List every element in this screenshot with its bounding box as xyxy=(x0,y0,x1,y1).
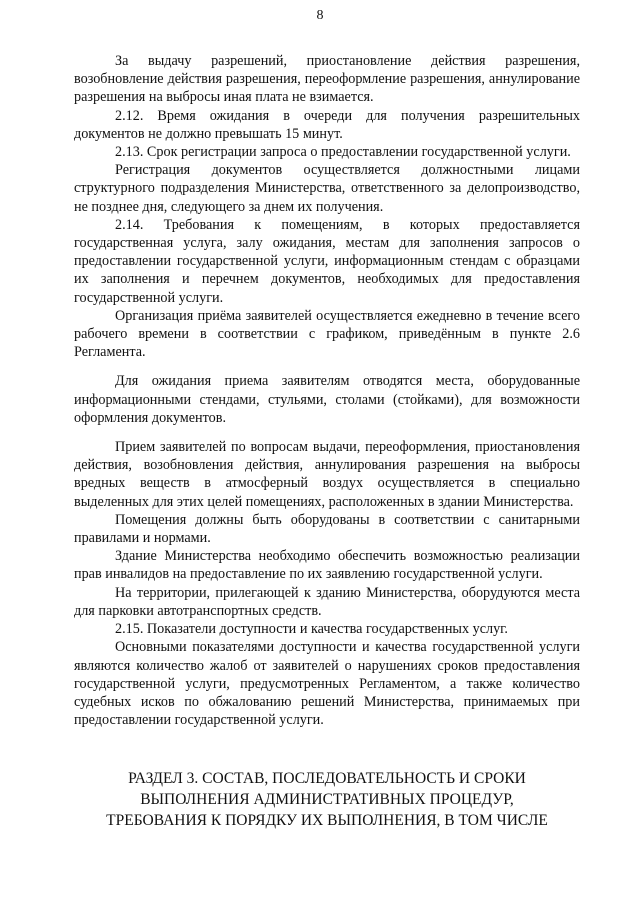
paragraph-quality-indicators: Основными показателями доступности и качества государственной услуги являются количество жалоб от заявителей о нарушениях сроков предоставления государственной услуги, предусмотренных Регламентом, а также количество судебных исков по обжалованию решений Министерства, принимаемых при предоставлении государственной услуги. xyxy=(74,639,580,729)
page-number: 8 xyxy=(316,8,324,23)
paragraph-disability-access: Здание Министерства необходимо обеспечить возможностью реализации прав инвалидов на предоставление по их заявлению государственной услуги. xyxy=(74,548,580,583)
paragraph-reception-schedule: Организация приёма заявителей осуществляется ежедневно в течение всего рабочего времени в соответствии с графиком, приведённым в пункте 2.6 Регламента. xyxy=(74,307,580,361)
section-title-line: РАЗДЕЛ 3. СОСТАВ, ПОСЛЕДОВАТЕЛЬНОСТЬ И СРОКИ xyxy=(128,770,526,787)
paragraph-reception-rooms: Прием заявителей по вопросам выдачи, переоформления, приостановления действия, возобновления действия, аннулирования разрешения на выбросы вредных веществ в атмосферный воздух осуществляется в специально выделенных для этих целей помещениях, расположенных в здании Министерства. xyxy=(74,439,580,510)
paragraph-2-14-premises: 2.14. Требования к помещениям, в которых предоставляется государственная услуга, залу ожидания, местам для заполнения запросов о предоставлении государственной услуги, информационным стендам с образцами их заполнения и перечнем документов, необходимых для предоставления государственной услуги. xyxy=(74,216,580,306)
paragraph-registration: Регистрация документов осуществляется должностными лицами структурного подразделения Министерства, ответственного за делопроизводство, не позднее дня, следующего за днем их получения. xyxy=(74,162,580,215)
section-title-line: ТРЕБОВАНИЯ К ПОРЯДКУ ИХ ВЫПОЛНЕНИЯ, В ТОМ ЧИСЛЕ xyxy=(106,812,548,829)
paragraph-waiting-places: Для ожидания приема заявителям отводятся места, оборудованные информационными стендами, стульями, столами (стойками), для возможности оформления документов. xyxy=(74,373,580,426)
paragraph-sanitary: Помещения должны быть оборудованы в соответствии с санитарными правилами и нормами. xyxy=(74,511,580,547)
section-3-title xyxy=(74,768,580,831)
paragraph-fee: За выдачу разрешений, приостановление действия разрешения, возобновление действия разрешения, переоформление разрешения, аннулирование разрешения на выбросы иная плата не взимается. xyxy=(74,53,580,106)
section-title-line: ВЫПОЛНЕНИЯ АДМИНИСТРАТИВНЫХ ПРОЦЕДУР, xyxy=(140,791,514,808)
paragraph-2-12-waiting-time: 2.12. Время ожидания в очереди для получения разрешительных документов не должно превышать 15 минут. xyxy=(74,107,580,142)
paragraph-2-15-quality: 2.15. Показатели доступности и качества государственных услуг. xyxy=(115,621,508,638)
paragraph-parking: На территории, прилегающей к зданию Министерства, оборудуются места для парковки автотранспортных средств. xyxy=(74,584,580,619)
document-body xyxy=(74,52,580,729)
paragraph-2-13-registration-term: 2.13. Срок регистрации запроса о предоставлении государственной услуги. xyxy=(115,144,571,161)
